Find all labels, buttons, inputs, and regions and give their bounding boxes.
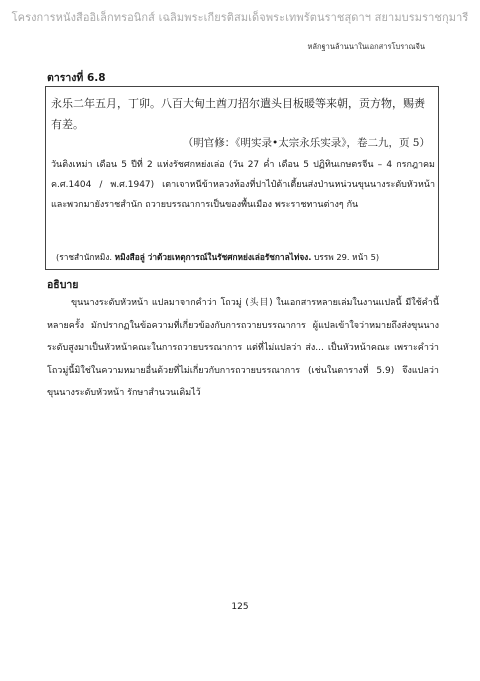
- book-subtitle: หลักฐานล้านนาในเอกสารโบราณจีน: [307, 42, 425, 51]
- source-citation: [56, 250, 379, 264]
- table-title: ตารางที่ 6.8: [47, 72, 106, 84]
- source-title: หมิงสือลู่ ว่าด้วยเหตุการณ์ในรัชศกหย่งเล่อรัชกาลไท่จง.: [114, 252, 312, 262]
- explanation-paragraph: ขุนนางระดับหัวหน้า แปลมาจากคำว่า โถวมู่ (头目) ในเอกสารหลายเล่มในงานแปลนี้ มีใช้คำนี้หลายครั้ง มักปรากฏในข้อความที่เกี่ยวข้องกับการถวายบรรณาการ ผู้แปลเข้าใจว่าหมายถึงส่งขุนนางระดับสูงมาเป็นหัวหน้าคณะในการถวายบรรณาการ แต่ที่ไม่แปลว่า ส่ง... เป็นหัวหน้าคณะ เพราะคำว่าโถวมู่นี้มิใช่ในความหมายอื่นด้วยที่ไม่เกี่ยวกับการถวายบรรณาการ (เช่นในตารางที่ 5.9) จึงแปลว่าขุนนางระดับหัวหน้า รักษาสำนวนเดิมไว้: [47, 298, 439, 398]
- page-number: 125: [231, 602, 249, 612]
- thai-translation: วันติงเหม่า เดือน 5 ปีที่ 2 แห่งรัชศกหย่งเล่อ (วัน 27 ค่ำ เดือน 5 ปฏิทินเกษตรจีน – 4 กรกฎาคม ค.ศ.1404 / พ.ศ.1947) เตาเจาหนีข้าหลวงท้องที่ปาไป๋ต้าเตี้ยนส่งป่านหน่วนขุนนางระดับหัวหน้าและพวกมายังราชสำนัก ถวายบรรณาการเป็นของพื้นเมือง พระราชทานต่างๆ กัน: [51, 160, 435, 210]
- chinese-source-text: 永乐二年五月，丁卯。八百大甸土酋刀招尔遣头目板暖等来朝，贡方物，赐赉有差。: [51, 97, 425, 131]
- chinese-citation: （明官修：《明实录•太宗永乐实录》，卷二九，页 5）: [182, 137, 430, 149]
- explanation-heading: อธิบาย: [47, 279, 79, 291]
- source-suffix: บรรพ 29. หน้า 5): [311, 252, 380, 262]
- source-prefix: (ราชสำนักหมิง.: [56, 252, 115, 262]
- table-box: [45, 86, 439, 270]
- project-banner: โครงการหนังสืออิเล็กทรอนิกส์ เฉลิมพระเกียรติสมเด็จพระเทพรัตนราชสุดาฯ สยามบรมราชกุมารี: [11, 11, 469, 24]
